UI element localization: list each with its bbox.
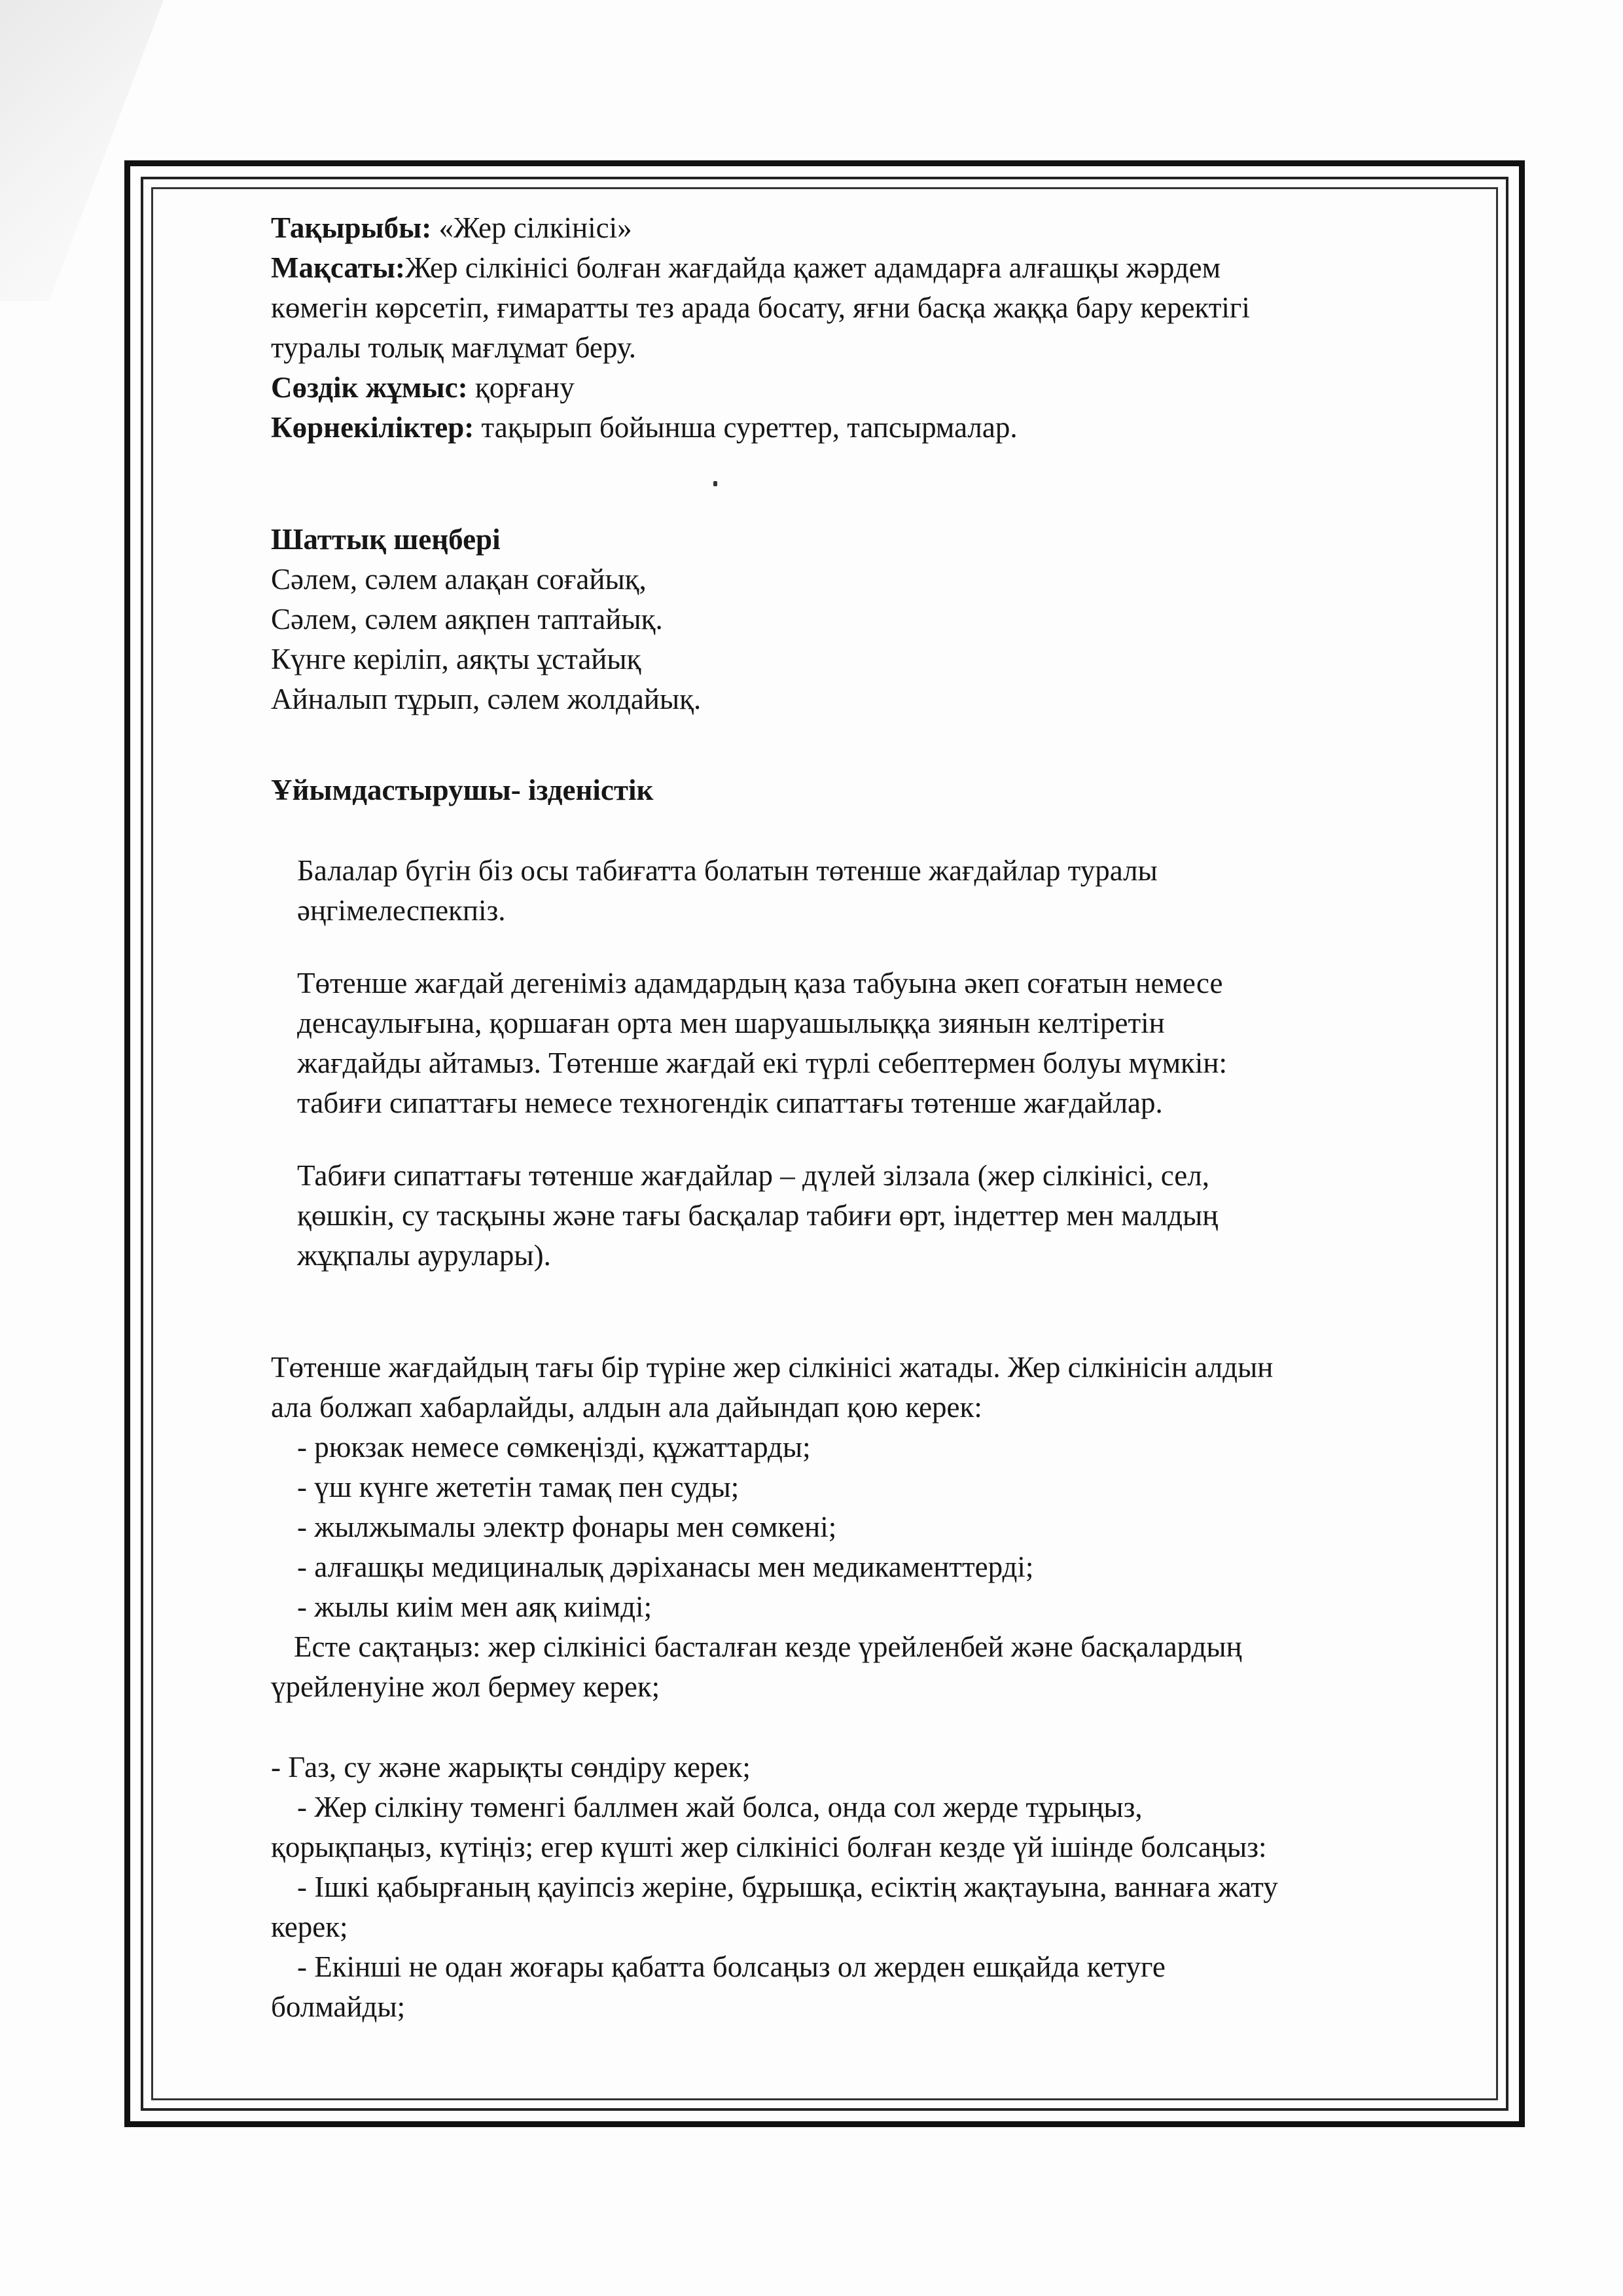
topic-value: «Жер сілкінісі» bbox=[431, 211, 632, 244]
paragraph-definition bbox=[271, 963, 1462, 1123]
paragraph-line: жағдайды айтамыз. Төтенше жағдай екі түрлі себептермен болуы мүмкін: bbox=[297, 1047, 1227, 1079]
low-quake-line: қорықпаңыз, күтіңіз; егер күшті жер сілкінісі болған кезде үй ішінде болсаңыз: bbox=[271, 1831, 1267, 1863]
visual-line bbox=[271, 408, 1501, 448]
upper-floor-line: болмайды; bbox=[271, 1990, 406, 2023]
greeting-line: Айналып тұрып, сәлем жолдайық. bbox=[271, 683, 702, 715]
topic-line bbox=[271, 208, 1501, 248]
intro-line: ала болжап хабарлайды, алдын ала дайындап қою керек: bbox=[271, 1391, 982, 1424]
upper-floor-line: - Екінші не одан жоғары қабатта болсаңыз ол жерден ешқайда кетуге bbox=[297, 1950, 1166, 1983]
topic-label: Тақырыбы: bbox=[271, 211, 432, 244]
paragraph-line: әңгімелеспекпіз. bbox=[297, 894, 506, 927]
goal-text-1: Жер сілкінісі болған жағдайда қажет адамдарға алғашқы жәрдем bbox=[404, 251, 1221, 284]
paragraph-line: Табиғи сипаттағы төтенше жағдайлар – дүлей зілзала (жер сілкінісі, сел, bbox=[297, 1159, 1209, 1192]
vocab-value: қорғану bbox=[467, 371, 575, 404]
goal-text-3: туралы толық мағлұмат беру. bbox=[271, 331, 637, 364]
intro-line: Төтенше жағдайдың тағы бір түріне жер сілкінісі жатады. Жер сілкінісін алдын bbox=[271, 1351, 1274, 1384]
visual-value: тақырып бойынша суреттер, тапсырмалар. bbox=[474, 411, 1018, 444]
low-quake-line: - Жер сілкіну төменгі баллмен жай болса, онда сол жерде тұрыңыз, bbox=[297, 1791, 1143, 1823]
greeting-line: Сәлем, сәлем алақан соғайық, bbox=[271, 563, 647, 596]
inner-wall-line: - Ішкі қабырғаның қауіпсіз жеріне, бұрышқа, есіктің жақтауына, ваннаға жату bbox=[297, 1871, 1278, 1903]
paragraph-intro bbox=[271, 851, 1462, 931]
list-item: - жылжымалы электр фонары мен сөмкені; bbox=[297, 1511, 837, 1543]
paragraph-line: қөшкін, су тасқыны және тағы басқалар табиғи өрт, індеттер мен малдың bbox=[297, 1199, 1219, 1232]
paragraph-line: денсаулығына, қоршаған орта мен шаруашылыққа зиянын келтіретін bbox=[297, 1007, 1165, 1039]
list-item: - рюкзак немесе сөмкеңізді, құжаттарды; bbox=[297, 1431, 811, 1463]
list-item: - үш күнге жететін тамақ пен суды; bbox=[297, 1471, 740, 1503]
paragraph-natural bbox=[271, 1156, 1462, 1276]
inner-wall-line: керек; bbox=[271, 1910, 348, 1943]
greeting-line: Күнге керіліп, аяқты ұстайық bbox=[271, 643, 641, 675]
goal-line bbox=[271, 248, 1501, 288]
paragraph-line: жұқпалы аурулары). bbox=[297, 1239, 551, 1272]
list-item: - алғашқы медициналық дәріханасы мен медикаменттерді; bbox=[297, 1551, 1034, 1583]
greeting-title: Шаттық шеңбері bbox=[271, 523, 501, 556]
remember-line: Есте сақтаңыз: жер сілкінісі басталған кезде үрейленбей және басқалардың bbox=[294, 1630, 1242, 1663]
section-title: Ұйымдастырушы- ізденістік bbox=[271, 774, 654, 806]
document-body bbox=[271, 208, 1501, 2027]
greeting-line: Сәлем, сәлем аяқпен таптайық. bbox=[271, 603, 663, 636]
goal-label: Мақсаты: bbox=[271, 251, 405, 284]
gas-line: - Газ, су және жарықты сөндіру керек; bbox=[271, 1751, 751, 1784]
visual-label: Көрнекіліктер: bbox=[271, 411, 474, 444]
paragraph-line: Балалар бүгін біз осы табиғатта болатын төтенше жағдайлар туралы bbox=[297, 854, 1158, 887]
list-item: - жылы киім мен аяқ киімді; bbox=[297, 1590, 652, 1623]
paragraph-line: табиғи сипаттағы немесе техногендік сипаттағы төтенше жағдайлар. bbox=[297, 1086, 1163, 1119]
vocab-line bbox=[271, 368, 1501, 408]
paragraph-line: Төтенше жағдай дегеніміз адамдардың қаза табуына әкеп соғатын немесе bbox=[297, 967, 1223, 999]
goal-text-2: көмегін көрсетіп, ғимаратты тез арада босату, яғни басқа жаққа бару керектігі bbox=[271, 291, 1250, 324]
vocab-label: Сөздік жұмыс: bbox=[271, 371, 468, 404]
remember-line: үрейленуіне жол бермеу керек; bbox=[271, 1670, 660, 1703]
